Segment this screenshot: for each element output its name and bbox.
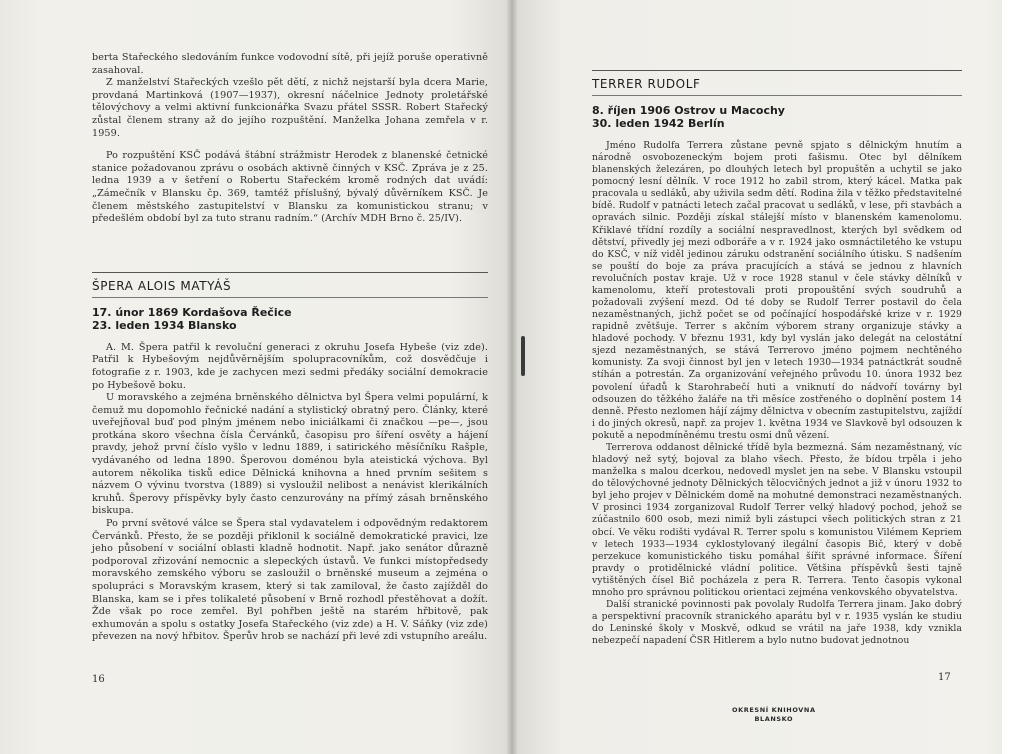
library-stamp-line: BLANSKO xyxy=(754,715,794,723)
section-divider xyxy=(92,272,488,273)
library-stamp xyxy=(732,706,816,724)
paragraph: Z manželství Stařeckých vzešlo pět dětí, z nichž nejstarší byla dcera Marie, provdaná Martinková (1907—1937), okresní náčelnice Jednoty proletářské tělovýchovy a velmi aktivní funkcionářka Svazu přátel SSSR. Robert Stařecký zůstal členem strany až do jejího rozpuštění. Manželka Johana zemřela v r. 1959. xyxy=(92,77,488,139)
page-number: 17 xyxy=(938,672,951,683)
right-page-text-column xyxy=(592,70,962,647)
page-number: 16 xyxy=(92,674,105,685)
bio-name: TERRER RUDOLF xyxy=(592,77,701,91)
paragraph: A. M. Špera patřil k revoluční generaci z okruhu Josefa Hybeše (viz zde). Patřil k Hybešovým nejdůvěrnějším spolupracovníkům, což dosvědčuje i fotografie z r. 1903, kde je zachycen mezi sedmi předáky sociální demokracie po Hybešově boku. xyxy=(92,341,488,391)
paragraph: Jméno Rudolfa Terrera zůstane pevně spjato s dělnickým hnutím a národně osvobozeneckým bojem proti fašismu. Otec byl dělníkem blanenských železáren, po dlouhých letech byl propuštěn a uchytil se jako pomocný lesní dělník. V roce 1912 ho zabil strom, který kácel. Matka pak pracovala u sedláků, aby uživila sedm dětí. Rodina žila v těžko představitelné bídě. Rudolf v patnácti letech začal pracovat u sedláků, v lese, při stavbách a opravách silnic. Později získal stálejší místo v blanenském kamenolomu. Křiklavé třídní rozdíly a sociální nespravedlnost, kterých byl svědkem od dětství, přivedly jej mezi odboráře a v r. 1924 jako osmnáctiletého ke vstupu do KSČ, v níž viděl jedinou záruku odstranění sociálního útisku. S nadšením se pouští do boje za práva pracujících a stává se jednou z hlavních revolučních postav kraje. Už v roce 1928 stanul v čele stávky dělníků v kamenolomu, kteří protestovali proti propouštění svých soudruhů a požadovali zvýšení mezd. Od té doby se Rudolf Terrer postavil do čela nezaměstnaných, jichž počet se od počínající hospodářské krize v r. 1929 rapidně zvětšuje. Terrer s akčním výborem strany organizuje stávky a hladové pochody. V březnu 1931, kdy byl vyslán jako delegát na celostátní sjezd nezaměstnaných, se stává Terrerovo jméno pojmem nechtěného komunisty. Za svoji činnost byl jen v letech 1930—1934 patnáctkrát soudně stíhán a potrestán. Za organizování veřejného průvodu 10. února 1932 bez povolení úřadů k Starohrabečí huti a vniknutí do nádvoří továrny byl odsouzen do těžkého žaláře na tři měsíce zostřeného o doplnění postem 14 denně. Přesto nezlomen hájí zájmy dělnictva v obecním zastupitelstvu, zajíždí i do jiných okresů, např. za projev 1. května 1934 ve Slavkově byl odsouzen k pokutě a nepodmíněnému trestu osmi dnů vězení. xyxy=(592,140,962,441)
bio-died: 30. leden 1942 Berlín xyxy=(592,117,725,130)
section-divider xyxy=(592,70,962,71)
section-divider xyxy=(592,95,962,96)
paragraph: Po rozpuštění KSČ podává štábní strážmistr Herodek z blanenské četnické stanice požadovanou zprávu o osobách aktivně činných v KSČ. Zpráva je z 25. ledna 1939 a v šetření o Robertu Stařeckém kromě rodných dat uvádí: „Zámečník v Blansku čp. 369, tamtéž příslušný, bývalý důvěrníkem KSČ. Je členem městského zastupitelství v Blansku za komunistickou stranu; v předešlém období byl za tuto stranu radním.“ (Archív MDH Brno č. 25/IV). xyxy=(92,150,488,225)
paragraph: U moravského a zejména brněnského dělnictva byl Špera velmi populární, k čemuž mu dopomohlo řečnické nadání a stylistický obratný pero. Články, které uveřejňoval buď pod plným jménem nebo iniciálkami či značkou —pe—, jsou protkána skoro všechna čísla Červánků, časopisu pro šíření osvěty a hájení pravdy, jehož první číslo vyšlo v lednu 1889, i satirického měsíčníku Rašple, vydávaného od ledna 1890. Šperovou doménou byla ateistická výchova. Byl autorem několika tisků edice Dělnická knihovna a hned prvním sešitem s názvem O vývinu tvorstva (1889) si vysloužil nelibost a nenávist klerikálních kruhů. Šperovy příspěvky byly často cenzurovány na přímý zásah brněnského biskupa. xyxy=(92,392,488,517)
book-gutter xyxy=(506,0,518,754)
bio-born: 17. únor 1869 Kordašova Řečice xyxy=(92,305,292,319)
bio-name: ŠPERA ALOIS MATYÁŠ xyxy=(92,278,232,293)
library-stamp-line: OKRESNÍ KNIHOVNA xyxy=(732,706,816,714)
paragraph: Po první světové válce se Špera stal vydavatelem i odpovědným redaktorem Červánků. Přesto, že se později přiklonil k sociálně demokratické pravici, lze jeho působení v sociální oblasti kladně hodnotit. Např. jako senátor důrazně podporoval zřizování nemocnic a slepeckých ústavů. Ve funkci místopředsedy moravského zemského výboru se zasloužil o brněnské museum a zejména o spolupráci s Moravským krasem, který si tak zamiloval, že často zajížděl do Blanska, kam se i přes tolikaleté působení v Brně rozhodl přestěhovat a dožít. Žde však po roce zemřel. Byl pohřben ještě na starém hřbitově, pak exhumován a spolu s ostatky Josefa Stařeckého (viz zde) a H. V. Sáňky (viz zde) převezen na nový hřbitov. Šperův hrob se nachází při levé zdi vstupního areálu. xyxy=(92,518,488,643)
paragraph: berta Stařeckého sledováním funkce vodovodní sítě, při jejíž poruše operativně zasahoval. xyxy=(92,52,488,76)
section-divider xyxy=(92,297,488,298)
bio-died: 23. leden 1934 Blansko xyxy=(92,318,237,332)
staple xyxy=(521,336,525,376)
paragraph: Další stranické povinnosti pak povolaly Rudolfa Terrera jinam. Jako dobrý a perspektivní pracovník stranického aparátu byl v r. 1935 vyslán ke studiu do Leninské školy v Moskvě, odkud se vrátil na jaře 1938, kdy vznikla nebezpečí napadení ČSR Hitlerem a bylo nutno budovat jednotnou xyxy=(592,598,962,647)
bio-born: 8. říjen 1906 Ostrov u Macochy xyxy=(592,104,785,117)
paragraph: Terrerova oddanost dělnické třídě byla bezmezná. Sám nezaměstnaný, víc hladový než sytý, bojoval za blaho všech. Přesto, že bídou trpěla i jeho manželka s malou dcerkou, nedovedl myslet jen na sebe. V Blansku vstoupil do tělovýchovné jednoty Dělnických tělocvičných jednot a již v únoru 1932 to byl jeho projev v Dělnickém domě na mohutné demonstraci nezaměstnaných. V prosinci 1934 zorganizoval Rudolf Terrer velký hladový pochod, jehož se zúčastnilo 600 osob, mezi nimiž byli zástupci všech politických stran z 21 obcí. Ve věku rodišti vydával R. Terrer spolu s komunistou Vilémem Kepriem v letech 1933—1934 cyklostylovaný ilegální časopis Bič, který v době perzekuce komunistického tisku pomáhal šířit správné informace. Šíření pravdy o protidělnické vládní politice. Většina příspěvků šesti tajně vytištěných čísel Bič pocházela z pera R. Terrera. Tento časopis vykonal mnoho pro správnou politickou orientaci zejména venkovského obyvatelstva. xyxy=(592,441,962,598)
page-edge xyxy=(1002,0,1024,754)
left-page-text-column xyxy=(92,52,488,644)
